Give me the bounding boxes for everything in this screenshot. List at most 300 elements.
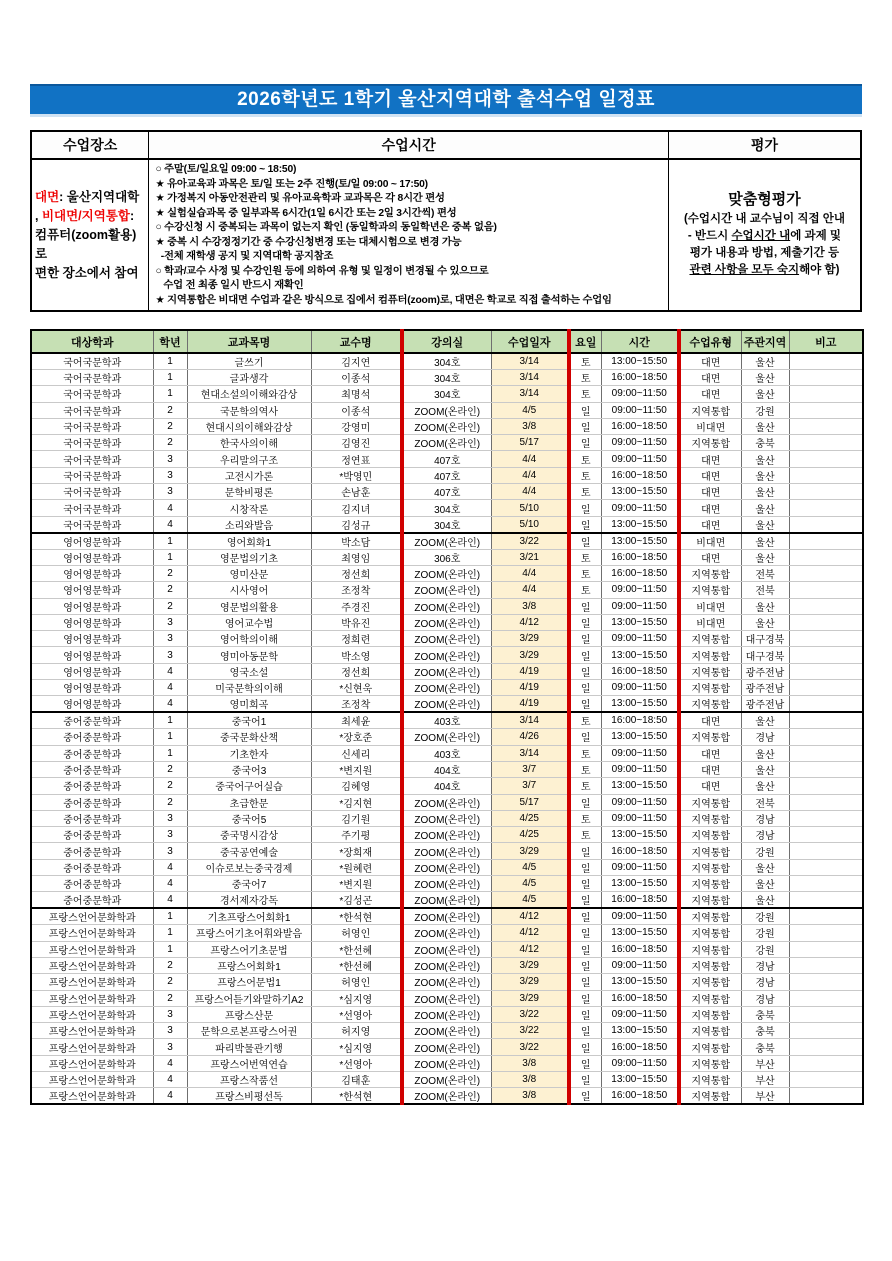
cell-dept: 중어중문학과 bbox=[31, 843, 153, 859]
cell-year: 1 bbox=[153, 729, 187, 745]
cell-type: 지역통합 bbox=[679, 892, 741, 909]
cell-region: 충북 bbox=[741, 1006, 789, 1022]
cell-dept: 국어국문학과 bbox=[31, 451, 153, 467]
cell-type: 지역통합 bbox=[679, 647, 741, 663]
cell-note bbox=[789, 353, 863, 370]
cell-type: 대면 bbox=[679, 778, 741, 794]
cell-region: 대구경북 bbox=[741, 631, 789, 647]
cell-room: ZOOM(온라인) bbox=[402, 990, 491, 1006]
cell-note bbox=[789, 533, 863, 550]
cell-note bbox=[789, 598, 863, 614]
cell-time: 09:00~11:50 bbox=[601, 631, 679, 647]
cell-time: 13:00~15:50 bbox=[601, 778, 679, 794]
note-line: 수업 전 최종 일시 반드시 재확인 bbox=[155, 280, 304, 291]
cell-prof: 주기평 bbox=[311, 827, 402, 843]
cell-type: 지역통합 bbox=[679, 1023, 741, 1039]
cell-dept: 중어중문학과 bbox=[31, 712, 153, 729]
cell-day: 일 bbox=[569, 957, 601, 973]
cell-course: 프랑스어기초문법 bbox=[187, 941, 311, 957]
cell-year: 3 bbox=[153, 1006, 187, 1022]
cell-course: 영미희곡 bbox=[187, 696, 311, 713]
cell-dept: 국어국문학과 bbox=[31, 353, 153, 370]
note-line: ★ 유아교육과 과목은 토/일 또는 2주 진행(토/일 09:00 ~ 17:50) bbox=[155, 178, 428, 190]
cell-note bbox=[789, 1039, 863, 1055]
cell-dept: 중어중문학과 bbox=[31, 876, 153, 892]
cell-type: 대면 bbox=[679, 386, 741, 402]
cell-time: 13:00~15:50 bbox=[601, 729, 679, 745]
cell-note bbox=[789, 614, 863, 630]
cell-type: 지역통합 bbox=[679, 680, 741, 696]
cell-course: 프랑스산문 bbox=[187, 1006, 311, 1022]
cell-room: ZOOM(온라인) bbox=[402, 1039, 491, 1055]
location-mode-inperson: 대면 bbox=[35, 189, 60, 204]
cell-dept: 프랑스언어문화학과 bbox=[31, 990, 153, 1006]
cell-day: 토 bbox=[569, 582, 601, 598]
cell-time: 16:00~18:50 bbox=[601, 565, 679, 581]
table-row bbox=[31, 810, 863, 826]
cell-note bbox=[789, 859, 863, 875]
cell-time: 13:00~15:50 bbox=[601, 876, 679, 892]
cell-dept: 중어중문학과 bbox=[31, 761, 153, 777]
cell-date: 4/19 bbox=[491, 663, 569, 679]
cell-day: 토 bbox=[569, 761, 601, 777]
cell-region: 울산 bbox=[741, 892, 789, 909]
cell-prof: 박소영 bbox=[311, 647, 402, 663]
table-row bbox=[31, 370, 863, 386]
cell-date: 3/14 bbox=[491, 386, 569, 402]
cell-course: 중국어구어실습 bbox=[187, 778, 311, 794]
cell-time: 16:00~18:50 bbox=[601, 941, 679, 957]
cell-course: 파리박물관기행 bbox=[187, 1039, 311, 1055]
cell-prof: 김혜영 bbox=[311, 778, 402, 794]
cell-note bbox=[789, 467, 863, 483]
cell-room: ZOOM(온라인) bbox=[402, 892, 491, 909]
cell-type: 지역통합 bbox=[679, 1055, 741, 1071]
cell-prof: 최명석 bbox=[311, 386, 402, 402]
cell-room: 403호 bbox=[402, 745, 491, 761]
cell-day: 토 bbox=[569, 810, 601, 826]
cell-type: 지역통합 bbox=[679, 696, 741, 713]
cell-prof: *김지현 bbox=[311, 794, 402, 810]
cell-year: 3 bbox=[153, 1039, 187, 1055]
cell-time: 13:00~15:50 bbox=[601, 1071, 679, 1087]
cell-course: 프랑스어문법1 bbox=[187, 974, 311, 990]
cell-room: ZOOM(온라인) bbox=[402, 680, 491, 696]
table-row bbox=[31, 876, 863, 892]
cell-dept: 영어영문학과 bbox=[31, 598, 153, 614]
cell-type: 대면 bbox=[679, 353, 741, 370]
cell-date: 3/8 bbox=[491, 1055, 569, 1071]
cell-year: 3 bbox=[153, 843, 187, 859]
cell-day: 일 bbox=[569, 680, 601, 696]
cell-prof: 이종석 bbox=[311, 370, 402, 386]
cell-time: 13:00~15:50 bbox=[601, 696, 679, 713]
cell-year: 3 bbox=[153, 614, 187, 630]
cell-time: 09:00~11:50 bbox=[601, 745, 679, 761]
cell-region: 광주전남 bbox=[741, 663, 789, 679]
cell-dept: 중어중문학과 bbox=[31, 745, 153, 761]
cell-time: 16:00~18:50 bbox=[601, 1039, 679, 1055]
cell-prof: *선영아 bbox=[311, 1055, 402, 1071]
cell-region: 경남 bbox=[741, 729, 789, 745]
cell-year: 3 bbox=[153, 1023, 187, 1039]
cell-time: 13:00~15:50 bbox=[601, 353, 679, 370]
cell-room: ZOOM(온라인) bbox=[402, 876, 491, 892]
cell-prof: 김영진 bbox=[311, 435, 402, 451]
table-row bbox=[31, 598, 863, 614]
cell-course: 소리와발음 bbox=[187, 516, 311, 533]
cell-region: 대구경북 bbox=[741, 647, 789, 663]
cell-note bbox=[789, 500, 863, 516]
location-line: 대면: 울산지역대학 bbox=[35, 189, 140, 204]
cell-region: 부산 bbox=[741, 1088, 789, 1105]
cell-type: 대면 bbox=[679, 516, 741, 533]
cell-prof: 정선희 bbox=[311, 565, 402, 581]
cell-type: 지역통합 bbox=[679, 974, 741, 990]
cell-course: 영미산문 bbox=[187, 565, 311, 581]
evaluation-line: 평가 내용과 방법, 제출기간 등 bbox=[689, 247, 840, 259]
info-table-header-row bbox=[32, 132, 860, 160]
cell-time: 09:00~11:50 bbox=[601, 761, 679, 777]
cell-room: ZOOM(온라인) bbox=[402, 614, 491, 630]
cell-prof: 이종석 bbox=[311, 402, 402, 418]
cell-day: 일 bbox=[569, 859, 601, 875]
cell-room: ZOOM(온라인) bbox=[402, 418, 491, 434]
cell-type: 대면 bbox=[679, 712, 741, 729]
cell-date: 3/29 bbox=[491, 631, 569, 647]
cell-day: 일 bbox=[569, 908, 601, 925]
cell-note bbox=[789, 386, 863, 402]
cell-note bbox=[789, 451, 863, 467]
cell-day: 토 bbox=[569, 451, 601, 467]
table-row bbox=[31, 827, 863, 843]
cell-room: 404호 bbox=[402, 778, 491, 794]
cell-dept: 영어영문학과 bbox=[31, 631, 153, 647]
col-header-prof: 교수명 bbox=[311, 330, 402, 353]
cell-type: 지역통합 bbox=[679, 1071, 741, 1087]
cell-day: 토 bbox=[569, 386, 601, 402]
cell-dept: 국어국문학과 bbox=[31, 484, 153, 500]
cell-year: 4 bbox=[153, 500, 187, 516]
cell-day: 토 bbox=[569, 484, 601, 500]
cell-time: 13:00~15:50 bbox=[601, 516, 679, 533]
cell-time: 13:00~15:50 bbox=[601, 925, 679, 941]
cell-date: 3/8 bbox=[491, 418, 569, 434]
cell-time: 09:00~11:50 bbox=[601, 500, 679, 516]
cell-time: 09:00~11:50 bbox=[601, 386, 679, 402]
cell-room: 304호 bbox=[402, 353, 491, 370]
cell-date: 3/8 bbox=[491, 1071, 569, 1087]
cell-note bbox=[789, 435, 863, 451]
table-row bbox=[31, 451, 863, 467]
cell-day: 토 bbox=[569, 745, 601, 761]
table-row bbox=[31, 908, 863, 925]
table-row bbox=[31, 745, 863, 761]
cell-region: 울산 bbox=[741, 451, 789, 467]
table-row bbox=[31, 418, 863, 434]
cell-prof: 김지녀 bbox=[311, 500, 402, 516]
cell-day: 일 bbox=[569, 663, 601, 679]
info-header-evaluation: 평가 bbox=[669, 132, 860, 158]
table-row bbox=[31, 663, 863, 679]
cell-time: 09:00~11:50 bbox=[601, 435, 679, 451]
cell-dept: 영어영문학과 bbox=[31, 647, 153, 663]
cell-type: 지역통합 bbox=[679, 1006, 741, 1022]
cell-prof: *변지원 bbox=[311, 761, 402, 777]
cell-day: 일 bbox=[569, 647, 601, 663]
cell-year: 1 bbox=[153, 712, 187, 729]
cell-prof: *변지원 bbox=[311, 876, 402, 892]
cell-region: 경남 bbox=[741, 990, 789, 1006]
cell-day: 일 bbox=[569, 1055, 601, 1071]
cell-day: 토 bbox=[569, 370, 601, 386]
schedule-header-row bbox=[31, 330, 863, 353]
cell-dept: 프랑스언어문화학과 bbox=[31, 1006, 153, 1022]
cell-time: 09:00~11:50 bbox=[601, 1006, 679, 1022]
evaluation-cell bbox=[669, 160, 860, 310]
cell-time: 09:00~11:50 bbox=[601, 859, 679, 875]
cell-year: 1 bbox=[153, 353, 187, 370]
cell-type: 대면 bbox=[679, 370, 741, 386]
cell-day: 일 bbox=[569, 1071, 601, 1087]
cell-course: 프랑스비평선독 bbox=[187, 1088, 311, 1105]
cell-type: 지역통합 bbox=[679, 859, 741, 875]
cell-course: 프랑스어회화1 bbox=[187, 957, 311, 973]
cell-type: 지역통합 bbox=[679, 941, 741, 957]
cell-year: 1 bbox=[153, 370, 187, 386]
info-header-location: 수업장소 bbox=[32, 132, 149, 158]
cell-course: 기초한자 bbox=[187, 745, 311, 761]
cell-year: 3 bbox=[153, 451, 187, 467]
cell-room: ZOOM(온라인) bbox=[402, 598, 491, 614]
cell-prof: 조정착 bbox=[311, 696, 402, 713]
cell-type: 대면 bbox=[679, 549, 741, 565]
cell-dept: 프랑스언어문화학과 bbox=[31, 941, 153, 957]
cell-day: 토 bbox=[569, 549, 601, 565]
cell-time: 16:00~18:50 bbox=[601, 892, 679, 909]
cell-prof: 정연표 bbox=[311, 451, 402, 467]
cell-course: 영문법의기초 bbox=[187, 549, 311, 565]
cell-course: 문학비평론 bbox=[187, 484, 311, 500]
cell-course: 영미아동문학 bbox=[187, 647, 311, 663]
cell-prof: 김성규 bbox=[311, 516, 402, 533]
schedule-section bbox=[30, 329, 862, 1105]
table-row bbox=[31, 696, 863, 713]
table-row bbox=[31, 729, 863, 745]
schedule-table bbox=[30, 329, 864, 1105]
cell-day: 일 bbox=[569, 614, 601, 630]
cell-room: 407호 bbox=[402, 467, 491, 483]
cell-region: 울산 bbox=[741, 876, 789, 892]
cell-region: 울산 bbox=[741, 500, 789, 516]
cell-dept: 국어국문학과 bbox=[31, 516, 153, 533]
cell-year: 4 bbox=[153, 892, 187, 909]
cell-room: 306호 bbox=[402, 549, 491, 565]
cell-day: 일 bbox=[569, 631, 601, 647]
table-row bbox=[31, 778, 863, 794]
cell-course: 시창작론 bbox=[187, 500, 311, 516]
cell-room: ZOOM(온라인) bbox=[402, 402, 491, 418]
cell-room: 404호 bbox=[402, 761, 491, 777]
cell-region: 충북 bbox=[741, 1039, 789, 1055]
info-table-body-row bbox=[32, 160, 860, 310]
cell-note bbox=[789, 647, 863, 663]
table-row bbox=[31, 941, 863, 957]
cell-date: 3/29 bbox=[491, 957, 569, 973]
cell-date: 3/22 bbox=[491, 1006, 569, 1022]
cell-time: 13:00~15:50 bbox=[601, 647, 679, 663]
cell-note bbox=[789, 484, 863, 500]
cell-region: 전북 bbox=[741, 582, 789, 598]
cell-note bbox=[789, 810, 863, 826]
cell-room: 407호 bbox=[402, 484, 491, 500]
table-row bbox=[31, 843, 863, 859]
cell-region: 전북 bbox=[741, 794, 789, 810]
cell-time: 09:00~11:50 bbox=[601, 680, 679, 696]
cell-day: 일 bbox=[569, 843, 601, 859]
cell-region: 울산 bbox=[741, 745, 789, 761]
cell-note bbox=[789, 974, 863, 990]
cell-time: 09:00~11:50 bbox=[601, 794, 679, 810]
cell-course: 중국명시감상 bbox=[187, 827, 311, 843]
cell-dept: 중어중문학과 bbox=[31, 729, 153, 745]
cell-type: 지역통합 bbox=[679, 908, 741, 925]
cell-note bbox=[789, 1006, 863, 1022]
cell-course: 프랑스어번역연습 bbox=[187, 1055, 311, 1071]
table-row bbox=[31, 614, 863, 630]
cell-date: 4/5 bbox=[491, 859, 569, 875]
cell-dept: 프랑스언어문화학과 bbox=[31, 957, 153, 973]
cell-note bbox=[789, 908, 863, 925]
cell-type: 대면 bbox=[679, 500, 741, 516]
cell-time: 16:00~18:50 bbox=[601, 843, 679, 859]
cell-prof: 최세윤 bbox=[311, 712, 402, 729]
cell-course: 현대시의이해와감상 bbox=[187, 418, 311, 434]
cell-room: ZOOM(온라인) bbox=[402, 1023, 491, 1039]
cell-type: 지역통합 bbox=[679, 1039, 741, 1055]
cell-region: 울산 bbox=[741, 370, 789, 386]
cell-region: 울산 bbox=[741, 353, 789, 370]
evaluation-title: 맞춤형평가 bbox=[728, 191, 801, 208]
cell-region: 울산 bbox=[741, 761, 789, 777]
table-row bbox=[31, 533, 863, 550]
cell-day: 일 bbox=[569, 435, 601, 451]
cell-day: 토 bbox=[569, 467, 601, 483]
table-row bbox=[31, 484, 863, 500]
cell-prof: *김성곤 bbox=[311, 892, 402, 909]
cell-region: 경남 bbox=[741, 974, 789, 990]
cell-year: 3 bbox=[153, 631, 187, 647]
cell-day: 일 bbox=[569, 1088, 601, 1105]
cell-type: 지역통합 bbox=[679, 1088, 741, 1105]
cell-date: 4/4 bbox=[491, 484, 569, 500]
cell-course: 중국어7 bbox=[187, 876, 311, 892]
cell-date: 5/17 bbox=[491, 435, 569, 451]
cell-dept: 영어영문학과 bbox=[31, 549, 153, 565]
cell-date: 3/7 bbox=[491, 761, 569, 777]
col-header-type: 수업유형 bbox=[679, 330, 741, 353]
cell-room: ZOOM(온라인) bbox=[402, 696, 491, 713]
table-row bbox=[31, 957, 863, 973]
cell-room: 304호 bbox=[402, 516, 491, 533]
cell-course: 문학으로본프랑스어권 bbox=[187, 1023, 311, 1039]
cell-region: 울산 bbox=[741, 516, 789, 533]
class-location-cell bbox=[32, 160, 149, 310]
cell-date: 3/7 bbox=[491, 778, 569, 794]
cell-room: ZOOM(온라인) bbox=[402, 957, 491, 973]
cell-prof: 신세리 bbox=[311, 745, 402, 761]
cell-day: 일 bbox=[569, 516, 601, 533]
cell-course: 현대소설의이해와감상 bbox=[187, 386, 311, 402]
cell-dept: 영어영문학과 bbox=[31, 533, 153, 550]
cell-region: 충북 bbox=[741, 435, 789, 451]
cell-dept: 국어국문학과 bbox=[31, 500, 153, 516]
cell-year: 4 bbox=[153, 680, 187, 696]
cell-prof: *원혜련 bbox=[311, 859, 402, 875]
cell-note bbox=[789, 418, 863, 434]
cell-room: ZOOM(온라인) bbox=[402, 631, 491, 647]
cell-year: 1 bbox=[153, 745, 187, 761]
note-line: ○ 수강신청 시 중복되는 과목이 없는지 확인 (동일학과의 동일학년은 중복 없음) bbox=[155, 222, 497, 233]
cell-type: 대면 bbox=[679, 745, 741, 761]
cell-region: 울산 bbox=[741, 549, 789, 565]
cell-date: 3/29 bbox=[491, 647, 569, 663]
cell-time: 09:00~11:50 bbox=[601, 908, 679, 925]
cell-room: ZOOM(온라인) bbox=[402, 1071, 491, 1087]
table-row bbox=[31, 582, 863, 598]
cell-dept: 프랑스언어문화학과 bbox=[31, 1088, 153, 1105]
cell-room: ZOOM(온라인) bbox=[402, 974, 491, 990]
cell-room: 407호 bbox=[402, 451, 491, 467]
cell-room: 304호 bbox=[402, 386, 491, 402]
cell-year: 4 bbox=[153, 876, 187, 892]
cell-time: 13:00~15:50 bbox=[601, 533, 679, 550]
cell-note bbox=[789, 990, 863, 1006]
cell-year: 2 bbox=[153, 990, 187, 1006]
cell-note bbox=[789, 957, 863, 973]
cell-room: ZOOM(온라인) bbox=[402, 794, 491, 810]
cell-day: 일 bbox=[569, 892, 601, 909]
cell-type: 비대면 bbox=[679, 614, 741, 630]
cell-date: 3/21 bbox=[491, 549, 569, 565]
cell-day: 일 bbox=[569, 402, 601, 418]
cell-type: 지역통합 bbox=[679, 990, 741, 1006]
cell-prof: *선영아 bbox=[311, 1006, 402, 1022]
cell-note bbox=[789, 680, 863, 696]
cell-type: 지역통합 bbox=[679, 876, 741, 892]
page-title: 2026학년도 1학기 울산지역대학 출석수업 일정표 bbox=[30, 84, 862, 117]
cell-note bbox=[789, 876, 863, 892]
cell-year: 4 bbox=[153, 859, 187, 875]
cell-note bbox=[789, 516, 863, 533]
location-line: 편한 장소에서 참여 bbox=[35, 265, 139, 280]
cell-time: 09:00~11:50 bbox=[601, 1055, 679, 1071]
cell-year: 4 bbox=[153, 663, 187, 679]
cell-note bbox=[789, 402, 863, 418]
cell-region: 충북 bbox=[741, 1023, 789, 1039]
cell-prof: *한선혜 bbox=[311, 941, 402, 957]
cell-day: 일 bbox=[569, 500, 601, 516]
cell-time: 13:00~15:50 bbox=[601, 1023, 679, 1039]
cell-course: 영어회화1 bbox=[187, 533, 311, 550]
cell-time: 16:00~18:50 bbox=[601, 418, 679, 434]
cell-date: 4/4 bbox=[491, 451, 569, 467]
cell-prof: 주경진 bbox=[311, 598, 402, 614]
cell-region: 강원 bbox=[741, 941, 789, 957]
cell-dept: 프랑스언어문화학과 bbox=[31, 908, 153, 925]
cell-year: 1 bbox=[153, 386, 187, 402]
cell-time: 09:00~11:50 bbox=[601, 810, 679, 826]
